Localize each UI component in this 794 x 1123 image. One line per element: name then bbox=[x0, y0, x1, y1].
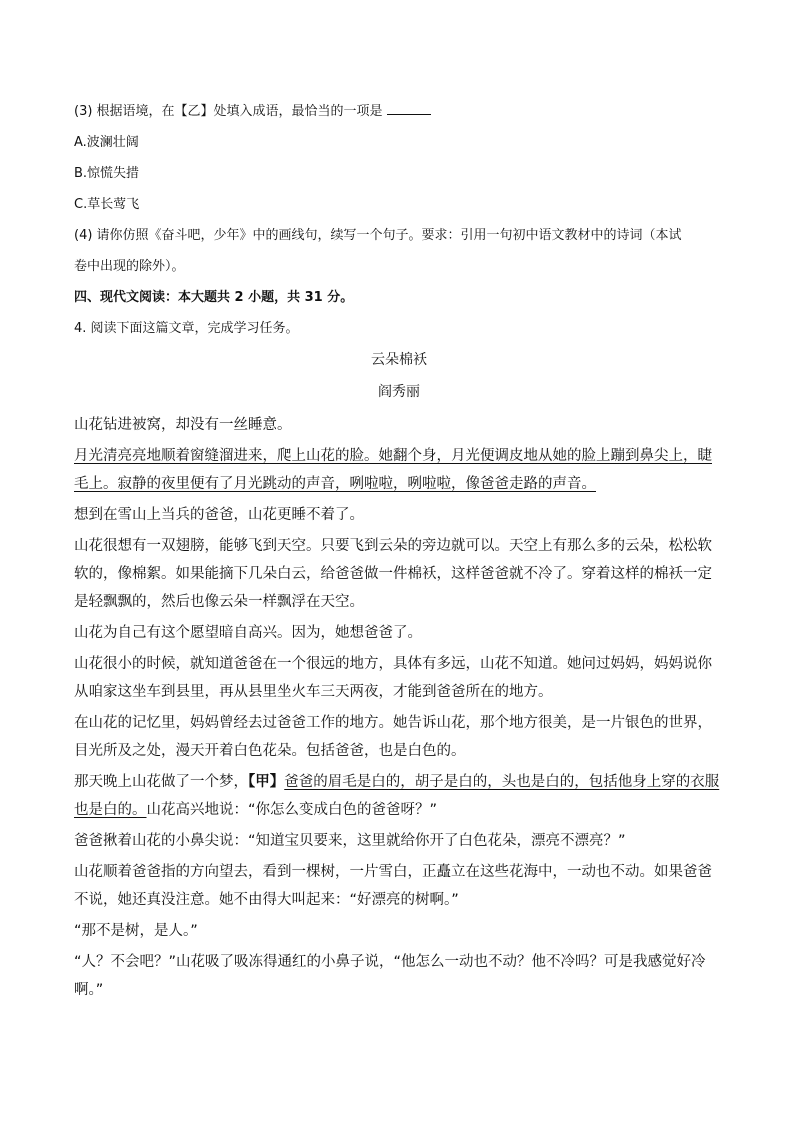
article-paragraph-7: 在山花的记忆里，妈妈曾经去过爸爸工作的地方。她告诉山花，那个地方很美，是一片银色的世界，目光所及之处，漫天开着白色花朵。包括爸爸，也是白色的。 bbox=[74, 715, 712, 759]
question-4-line-1: (4) 请你仿照《奋斗吧，少年》中的画线句，续写一个句子。要求：引用一句初中语文教材中的诗词（本试 bbox=[74, 228, 682, 243]
article-author: 阎秀丽 bbox=[378, 384, 420, 400]
article-paragraph-5: 山花为自己有这个愿望暗自高兴。因为，她想爸爸了。 bbox=[74, 625, 422, 641]
option-c: C.草长莺飞 bbox=[74, 197, 140, 212]
underlined-sentence: 月光清亮亮地顺着窗缝溜进来，爬上山花的脸。她翻个身，月光便调皮地从她的脸上蹦到鼻尖上，睫毛上。寂静的夜里便有了月光跳动的声音，咧啦啦，咧啦啦，像爸爸走路的声音。 bbox=[74, 448, 712, 492]
article-paragraph-11: “那不是树，是人。” bbox=[74, 923, 198, 939]
option-b: B.惊慌失措 bbox=[74, 166, 140, 181]
underlined-sentence: 爸爸的眉毛是白的，胡子是白的，头也是白的，包括他身上穿的衣服也是白的。 bbox=[74, 774, 720, 818]
article-paragraph-9: 爸爸揪着山花的小鼻尖说：“知道宝贝要来，这里就给你开了白色花朵，漂亮不漂亮？” bbox=[74, 833, 626, 849]
article-paragraph-10: 山花顺着爸爸指的方向望去，看到一棵树，一片雪白，正矗立在这些花海中，一动也不动。如果爸爸不说，她还真没注意。她不由得大叫起来：“好漂亮的树啊。” bbox=[74, 864, 712, 908]
question-3-prompt: (3) 根据语境，在【乙】处填入成语，最恰当的一项是 bbox=[74, 100, 724, 123]
article-paragraph-3: 想到在雪山上当兵的爸爸，山花更睡不着了。 bbox=[74, 507, 364, 523]
exam-page bbox=[74, 100, 724, 1007]
article-paragraph-2 bbox=[74, 442, 724, 498]
marker-jia: 【甲】 bbox=[248, 774, 285, 790]
answer-blank bbox=[387, 100, 431, 115]
article-paragraph-1: 山花钻进被窝，却没有一丝睡意。 bbox=[74, 417, 292, 433]
article-paragraph-8: 那天晚上山花做了一个梦，【甲】爸爸的眉毛是白的，胡子是白的，头也是白的，包括他身上穿的衣服也是白的。山花高兴地说：“你怎么变成白色的爸爸呀？” bbox=[74, 774, 720, 818]
option-a: A.波澜壮阔 bbox=[74, 135, 139, 150]
article-paragraph-12: “人？不会吧？”山花吸了吸冻得通红的小鼻子说，“他怎么一动也不动？他不冷吗？可是我感觉好冷啊。” bbox=[74, 954, 706, 998]
section-heading: 四、现代文阅读：本大题共 2 小题，共 31 分。 bbox=[74, 290, 354, 305]
question-4-line-2: 卷中出现的除外）。 bbox=[74, 259, 185, 274]
question-5-intro: 4. 阅读下面这篇文章，完成学习任务。 bbox=[74, 321, 299, 336]
article-paragraph-4: 山花很想有一双翅膀，能够飞到天空。只要飞到云朵的旁边就可以。天空上有那么多的云朵，松松软软的，像棉絮。如果能摘下几朵白云，给爸爸做一件棉袄，这样爸爸就不冷了。穿着这样的棉袄一定是轻飘飘的，然后也像云朵一样飘浮在天空。 bbox=[74, 538, 712, 610]
article-title: 云朵棉袄 bbox=[371, 352, 427, 368]
article-paragraph-6: 山花很小的时候，就知道爸爸在一个很远的地方，具体有多远，山花不知道。她问过妈妈，妈妈说你从咱家这坐车到县里，再从县里坐火车三天两夜，才能到爸爸所在的地方。 bbox=[74, 656, 712, 700]
